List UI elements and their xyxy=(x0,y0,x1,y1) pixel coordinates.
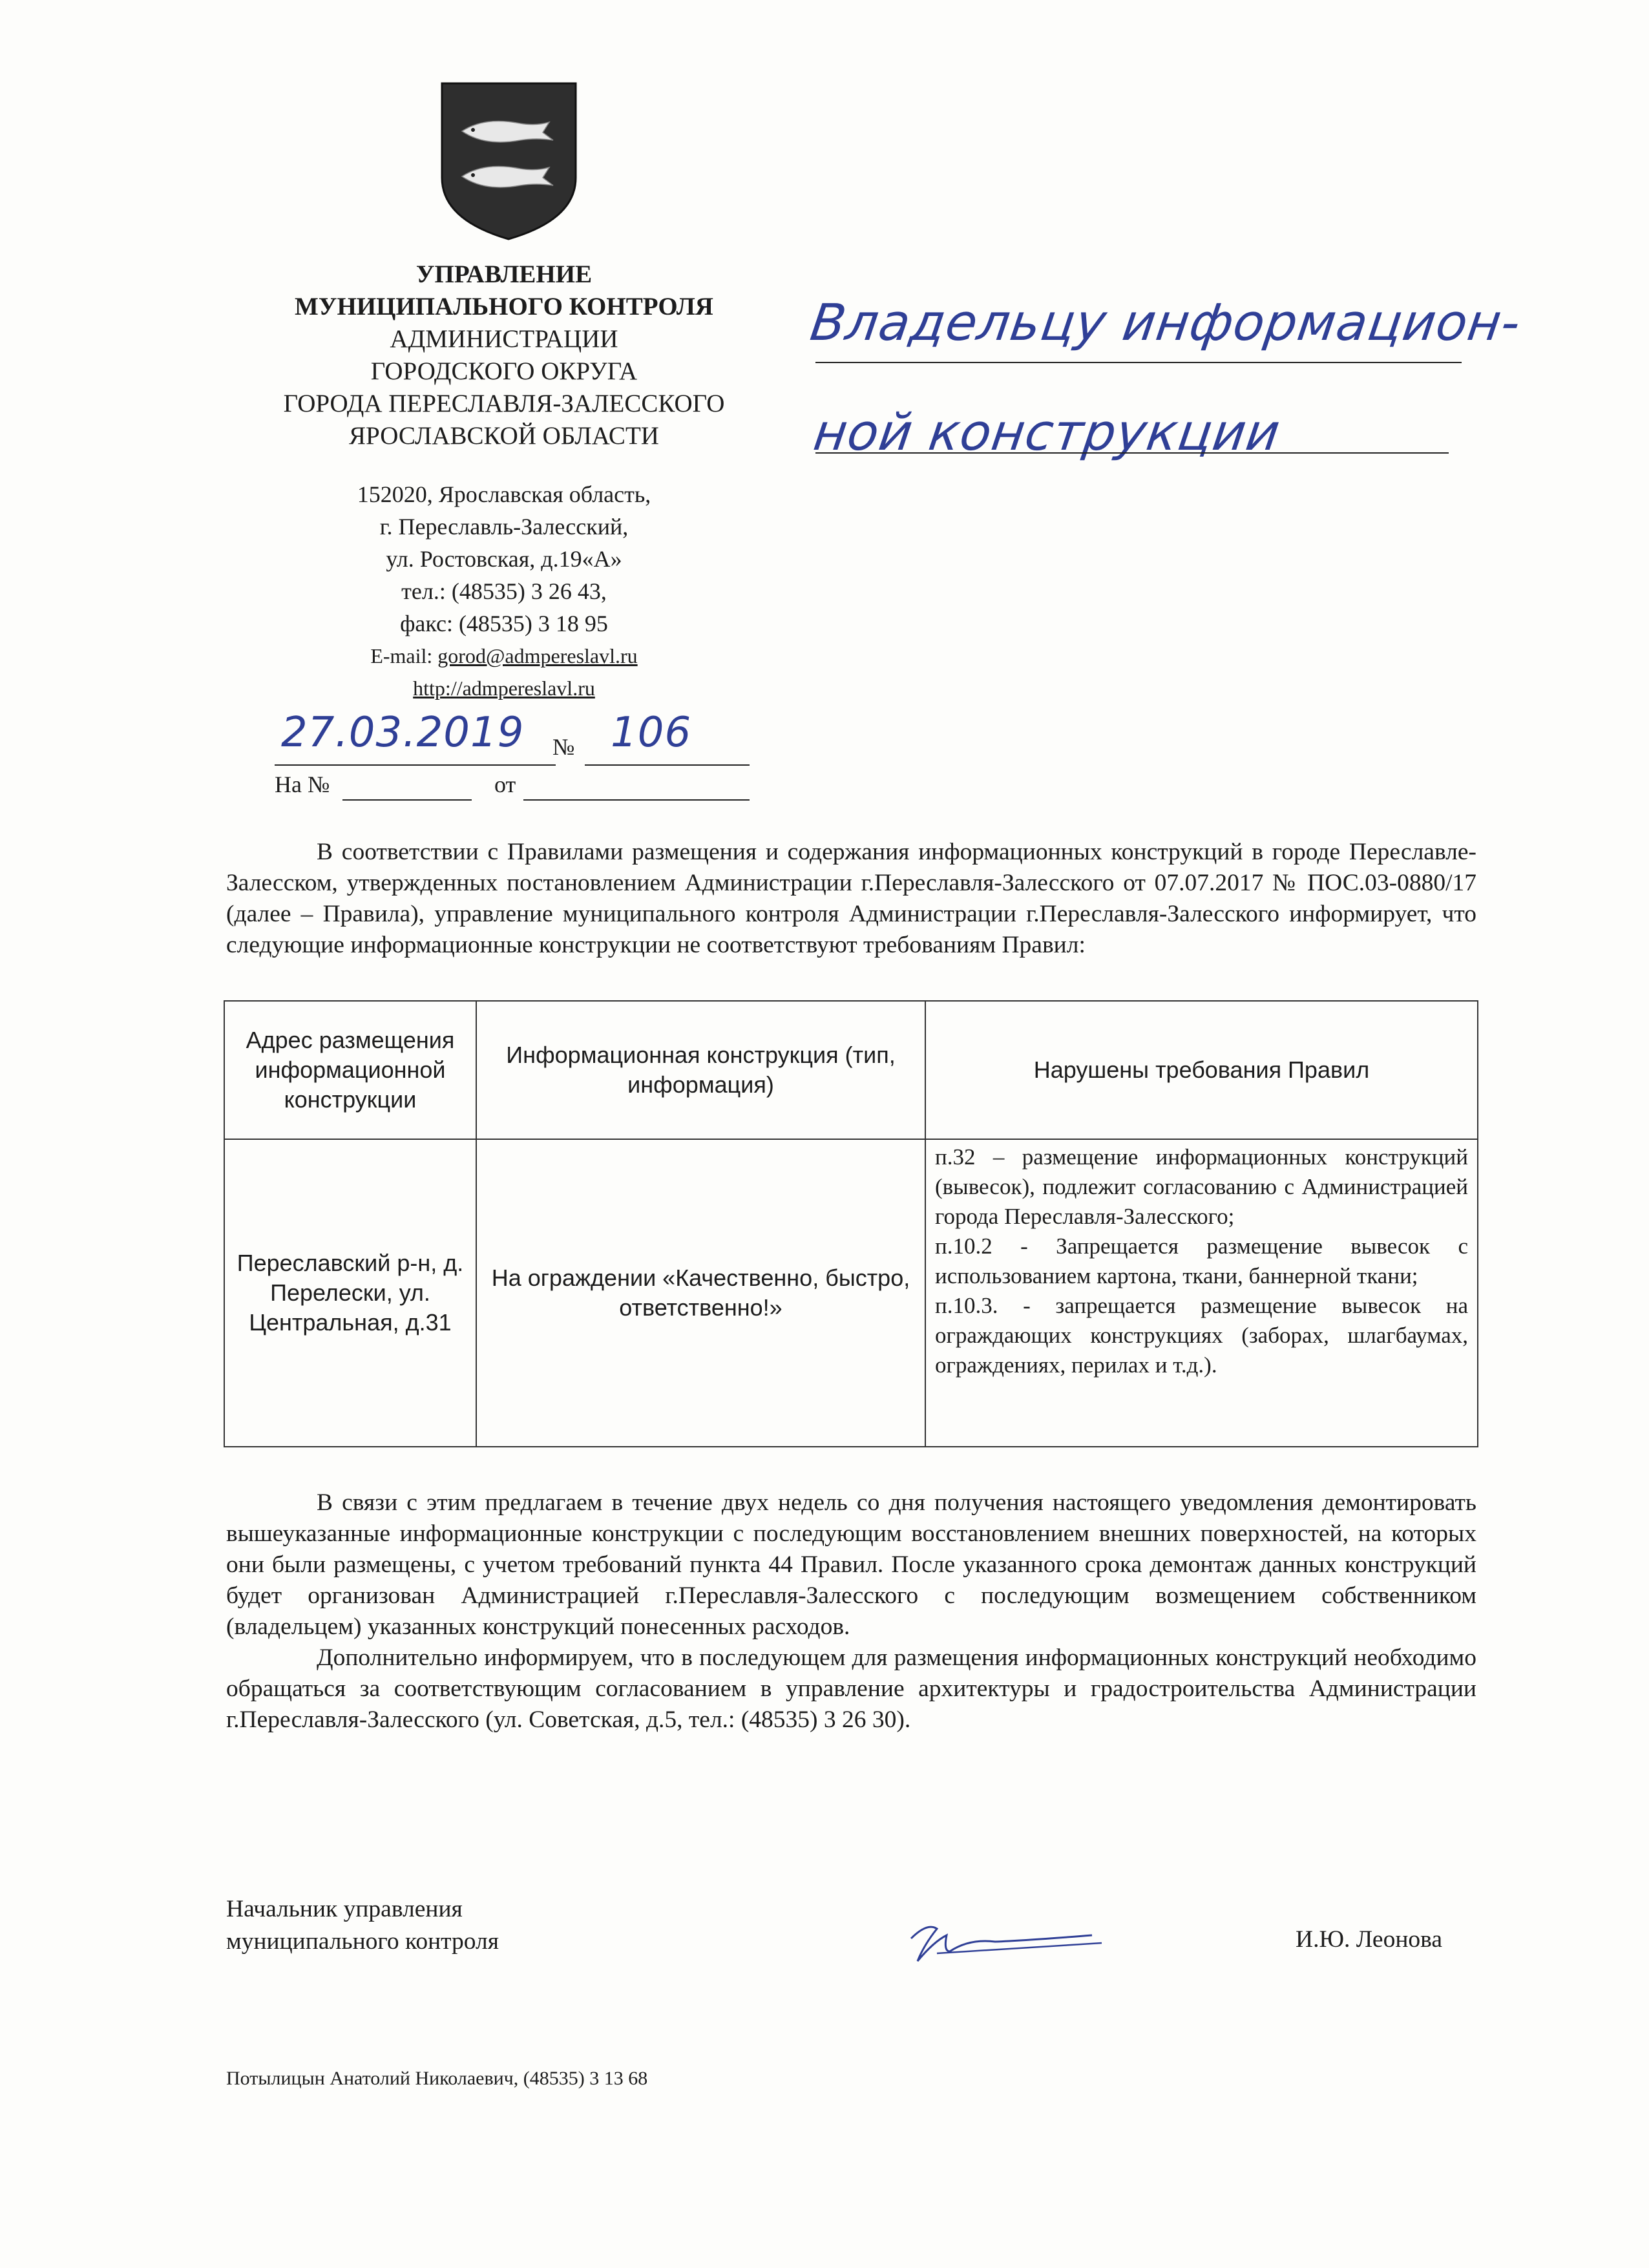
date-rule xyxy=(275,764,556,766)
city: г. Переславль-Залесский, xyxy=(379,514,629,540)
closing-paragraph-2: Дополнительно информируем, что в последующем для размещения информационных конструкций необходимо обращаться за соответствующим согласованием в управление архитектуры и градостроительства Администрации г.Переславля-Залесского (ул. Советская, д.5, тел.: (48535) 3 26 30). xyxy=(226,1644,1476,1733)
website-link[interactable]: http://admpereslavl.ru xyxy=(413,677,595,700)
cell-address: Переславский р-н, д. Перелески, ул. Центральная, д.31 xyxy=(224,1139,476,1447)
org-line-2: МУНИЦИПАЛЬНОГО КОНТРОЛЯ xyxy=(295,293,713,320)
registration-block xyxy=(275,709,753,804)
table-row xyxy=(224,1139,1478,1447)
org-line-4: ГОРОДСКОГО ОКРУГА xyxy=(370,357,638,385)
org-line-3: АДМИНИСТРАЦИИ xyxy=(390,325,618,353)
cell-construction: На ограждении «Качественно, быстро, ответственно!» xyxy=(476,1139,925,1447)
header-violations: Нарушены требования Правил xyxy=(925,1001,1478,1139)
street: ул. Ростовская, д.19«А» xyxy=(386,546,622,572)
letter-number: 106 xyxy=(611,709,692,757)
executor-contact: Потылицын Анатолий Николаевич, (48535) 3 13 68 xyxy=(226,2068,648,2089)
signatory-name: И.Ю. Леонова xyxy=(1296,1926,1442,1953)
coat-of-arms-icon xyxy=(439,81,578,241)
violation-item: п.10.2 - Запрещается размещение вывесок с использованием картона, ткани, баннерной ткани; xyxy=(935,1234,1468,1288)
closing-paragraphs xyxy=(226,1487,1476,1736)
table-header-row xyxy=(224,1001,1478,1139)
letter-date: 27.03.2019 xyxy=(281,709,525,757)
postal-address: 152020, Ярославская область, xyxy=(357,481,651,507)
violation-item: п.10.3. - запрещается размещение вывесок на ограждающих конструкциях (заборах, шлагбаумах, ограждениях, перилах и т.д.). xyxy=(935,1293,1468,1378)
violations-table xyxy=(224,1000,1478,1447)
email-label: E-mail: xyxy=(370,644,438,667)
cell-violations xyxy=(925,1139,1478,1447)
email-link[interactable]: gorod@admpereslavl.ru xyxy=(437,644,638,667)
fax: факс: (48535) 3 18 95 xyxy=(400,611,608,636)
org-line-1: УПРАВЛЕНИЕ xyxy=(415,260,593,288)
addressee-rule-1 xyxy=(815,362,1462,363)
signature-icon xyxy=(898,1916,1105,1968)
closing-paragraph-1: В связи с этим предлагаем в течение двух недель со дня получения настоящего уведомления демонтировать вышеуказанные информационные конструкции с последующим восстановлением внешних поверхностей, на которых они были размещены, с учетом требований пункта 44 Правил. После указанного срока демонтаж данных конструкций будет организован Администрацией г.Переславля-Залесского с последующим возмещением собственником (владельцем) указанных конструкций понесенных расходов. xyxy=(226,1489,1476,1640)
org-line-5: ГОРОДА ПЕРЕСЛАВЛЯ-ЗАЛЕССКОГО xyxy=(283,390,725,417)
signatory-title-line-1: Начальник управления xyxy=(226,1896,463,1922)
violation-item: п.32 – размещение информационных конструкций (вывесок), подлежит согласованию с Администрацией города Переславля-Залесского; xyxy=(935,1144,1468,1229)
phone: тел.: (48535) 3 26 43, xyxy=(401,578,607,604)
letterhead xyxy=(233,258,775,452)
reply-label: На № xyxy=(275,772,330,797)
contact-block xyxy=(284,478,724,704)
from-label: от xyxy=(494,772,516,797)
addressee-line-2: ной конструкции xyxy=(810,404,1284,462)
number-rule xyxy=(585,764,750,766)
reply-rule xyxy=(342,799,472,801)
addressee-line-1: Владельцу информацион- xyxy=(806,294,1525,352)
header-address: Адрес размещения информационной конструкции xyxy=(224,1001,476,1139)
signatory-title xyxy=(226,1893,499,1958)
signatory-title-line-2: муниципального контроля xyxy=(226,1928,499,1955)
number-label: № xyxy=(552,734,575,760)
header-construction: Информационная конструкция (тип, информация) xyxy=(476,1001,925,1139)
email-line xyxy=(284,640,724,672)
org-line-6: ЯРОСЛАВСКОЙ ОБЛАСТИ xyxy=(349,422,659,450)
intro-text: В соответствии с Правилами размещения и содержания информационных конструкций в городе Переславле-Залесском, утвержденных постановлением Администрации г.Переславля-Залесского от 07.07.2017 № ПОС.03-0880/17 (далее – Правила), управление муниципального контроля Администрации г.Переславля-Залесского информирует, что следующие информационные конструкции не соответствуют требованиям Правил: xyxy=(226,839,1476,958)
addressee-rule-2 xyxy=(815,452,1449,454)
intro-paragraph xyxy=(226,837,1476,961)
from-rule xyxy=(523,799,750,801)
